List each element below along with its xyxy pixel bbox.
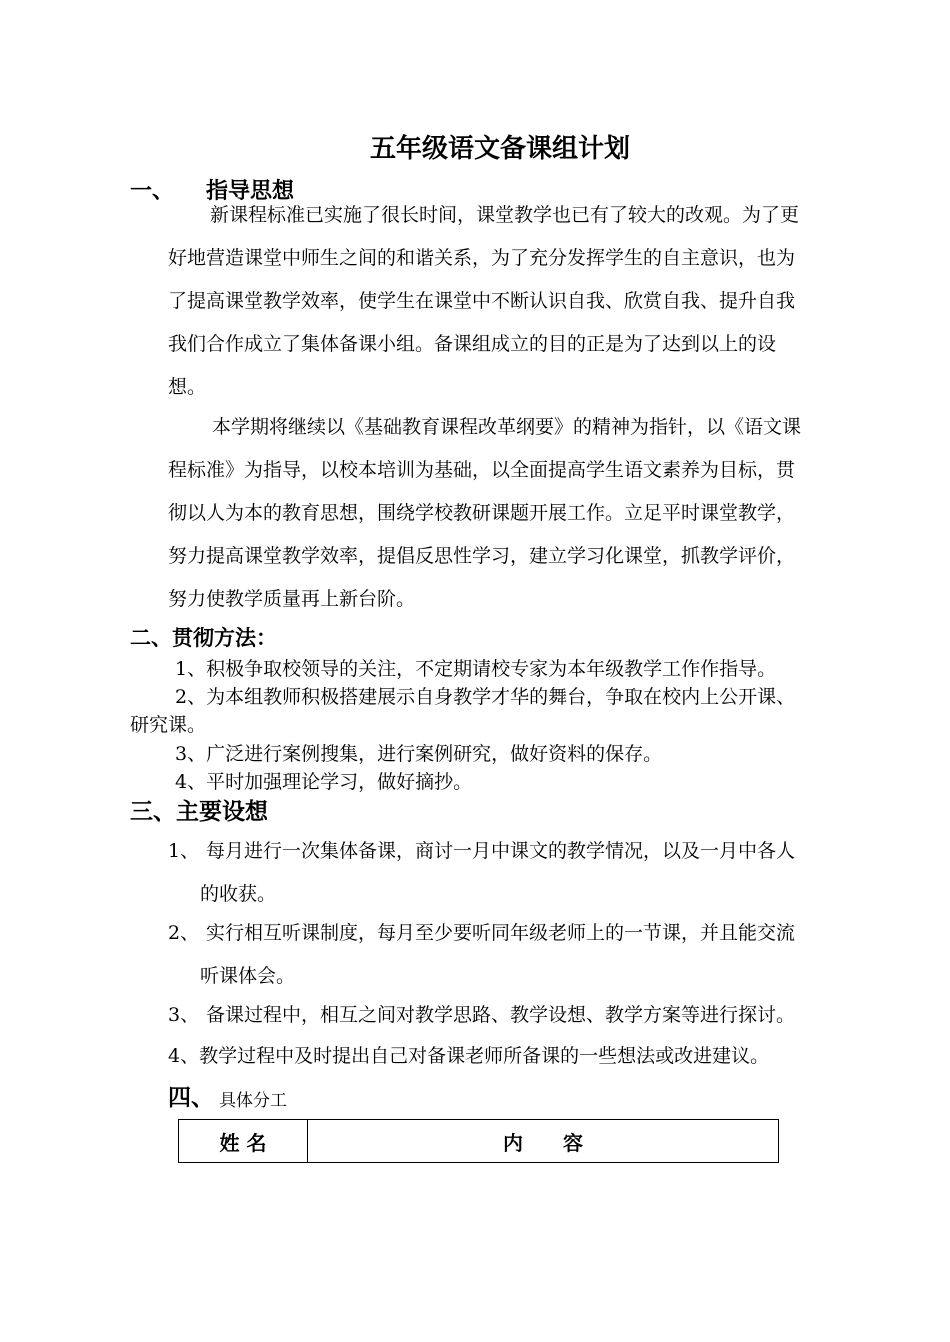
- idea-1-line-2: 的收获。: [200, 883, 277, 905]
- paragraph-line: 努力提高课堂教学效率，提倡反思性学习，建立学习化课堂，抓教学评价，: [168, 545, 796, 567]
- paragraph-line: 彻以人为本的教育思想，围绕学校教研课题开展工作。立足平时课堂教学，: [168, 502, 796, 524]
- method-item-2-continued: 研究课。: [130, 714, 207, 736]
- section-1-heading: 指导思想: [206, 179, 295, 204]
- method-item-2: 2、为本组教师积极搭建展示自身教学才华的舞台，争取在校内上公开课、: [175, 686, 796, 708]
- idea-1-line-1: 每月进行一次集体备课，商讨一月中课文的教学情况，以及一月中各人: [206, 840, 796, 862]
- paragraph-line: 我们合作成立了集体备课小组。备课组成立的目的正是为了达到以上的设: [168, 333, 777, 355]
- paragraph-line: 想。: [168, 376, 207, 398]
- idea-1-number: 1、: [168, 840, 200, 862]
- idea-3-number: 3、: [168, 1004, 200, 1026]
- paragraph-line: 程标准》为指导，以校本培训为基础，以全面提高学生语文素养为目标，贯: [168, 459, 796, 481]
- idea-2-line-1: 实行相互听课制度，每月至少要听同年级老师上的一节课，并且能交流: [206, 922, 796, 944]
- method-item-1: 1、积极争取校领导的关注，不定期请校专家为本年级教学工作作指导。: [175, 658, 777, 680]
- paragraph-line: 努力使教学质量再上新台阶。: [168, 588, 416, 610]
- table-header-row: [179, 1120, 779, 1163]
- method-item-3: 3、广泛进行案例搜集，进行案例研究，做好资料的保存。: [175, 743, 663, 765]
- section-4-heading: 具体分工: [219, 1091, 287, 1111]
- section-4-number: 四、: [168, 1085, 214, 1111]
- paragraph-line: 好地营造课堂中师生之间的和谐关系，为了充分发挥学生的自主意识，也为: [168, 247, 796, 269]
- idea-3-line-1: 备课过程中，相互之间对教学思路、教学设想、教学方案等进行探讨。: [206, 1004, 796, 1026]
- method-item-4: 4、平时加强理论学习，做好摘抄。: [175, 771, 473, 793]
- section-3-heading: 三、主要设想: [130, 799, 268, 825]
- section-2-heading: 二、贯彻方法：: [130, 626, 277, 650]
- section-1-number: 一、: [130, 179, 175, 204]
- paragraph-line: 本学期将继续以《基础教育课程改革纲要》的精神为指针，以《语文课: [212, 416, 802, 438]
- paragraph-line: 了提高课堂教学效率，使学生在课堂中不断认识自我、欣赏自我、提升自我: [168, 290, 796, 312]
- idea-2-line-2: 听课体会。: [200, 965, 296, 987]
- idea-4-line-1: 4、教学过程中及时提出自己对备课老师所备课的一些想法或改进建议。: [168, 1045, 770, 1067]
- assignment-table: [178, 1119, 779, 1163]
- idea-2-number: 2、: [168, 922, 200, 944]
- header-content: 内 容: [308, 1120, 779, 1163]
- paragraph-line: 新课程标准已实施了很长时间，课堂教学也已有了较大的改观。为了更: [210, 204, 800, 226]
- header-name: 姓 名: [179, 1120, 308, 1163]
- document-title: 五年级语文备课组计划: [369, 134, 630, 164]
